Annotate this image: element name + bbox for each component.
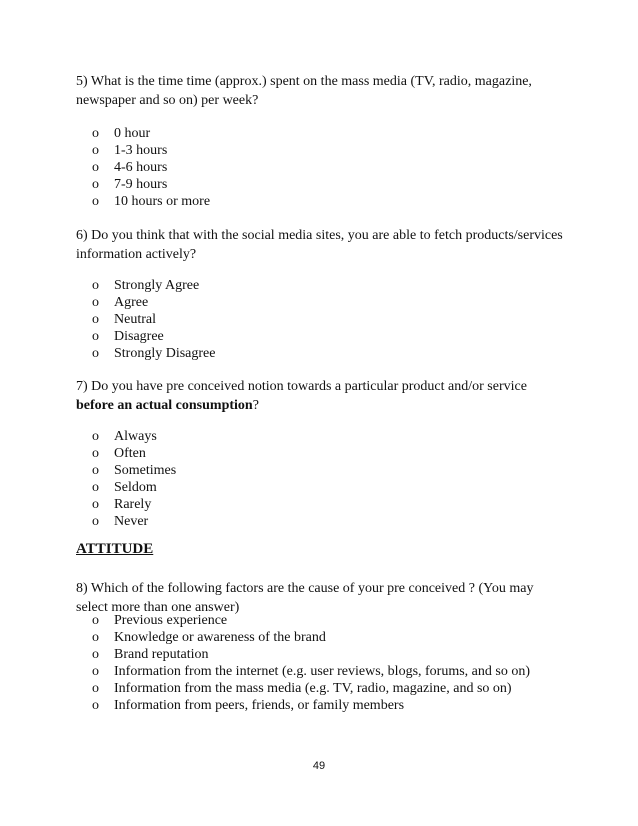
question-8-text: 8) Which of the following factors are the cause of your pre conceived ? (You may select more than one answer) [76, 581, 534, 615]
question-6-options [92, 277, 215, 362]
option-item [92, 612, 530, 629]
page-number: 49 [312, 760, 326, 772]
bullet-icon: o [92, 480, 99, 495]
option-label: Information from the mass media (e.g. TV, radio, magazine, and so on) [114, 681, 512, 696]
option-item [92, 193, 210, 210]
option-label: 10 hours or more [114, 194, 211, 209]
section-heading: ATTITUDE [76, 541, 154, 557]
question-6-text: 6) Do you think that with the social media sites, you are able to fetch products/services information actively? [76, 228, 563, 262]
bullet-icon: o [92, 143, 99, 158]
bullet-icon: o [92, 681, 99, 696]
bullet-icon: o [92, 613, 99, 628]
bullet-icon: o [92, 463, 99, 478]
bullet-icon: o [92, 630, 99, 645]
bullet-icon: o [92, 446, 99, 461]
bullet-icon: o [92, 160, 99, 175]
option-label: Sometimes [114, 463, 177, 478]
option-label: 4-6 hours [114, 160, 168, 175]
option-label: Always [114, 429, 157, 444]
question-5-options [92, 125, 210, 210]
option-item [92, 328, 215, 345]
question-7-text-main: 7) Do you have pre conceived notion towards a particular product and/or service [76, 379, 527, 394]
bullet-icon: o [92, 346, 99, 361]
option-item [92, 159, 210, 176]
option-item [92, 428, 176, 445]
bullet-icon: o [92, 664, 99, 679]
option-label: Strongly Agree [114, 278, 200, 293]
option-item [92, 513, 176, 530]
bullet-icon: o [92, 295, 99, 310]
option-label: Agree [114, 295, 149, 310]
bullet-icon: o [92, 329, 99, 344]
option-item [92, 680, 530, 697]
option-label: 1-3 hours [114, 143, 168, 158]
option-label: Never [114, 514, 149, 529]
option-label: Brand reputation [114, 647, 209, 662]
question-5-text: 5) What is the time time (approx.) spent on the mass media (TV, radio, magazine, newspaper and so on) per week? [76, 74, 532, 108]
option-item [92, 663, 530, 680]
option-item [92, 496, 176, 513]
option-item [92, 142, 210, 159]
option-label: Knowledge or awareness of the brand [114, 630, 326, 645]
option-label: Previous experience [114, 613, 228, 628]
bullet-icon: o [92, 177, 99, 192]
option-label: Often [114, 446, 146, 461]
bullet-icon: o [92, 514, 99, 529]
option-item [92, 125, 210, 142]
question-7-text-end: ? [252, 398, 259, 413]
option-label: Seldom [114, 480, 157, 495]
bullet-icon: o [92, 647, 99, 662]
option-item [92, 646, 530, 663]
option-item [92, 311, 215, 328]
option-item [92, 462, 176, 479]
question-7-options [92, 428, 176, 530]
bullet-icon: o [92, 429, 99, 444]
option-label: Information from the internet (e.g. user reviews, blogs, forums, and so on) [114, 664, 531, 679]
option-label: 7-9 hours [114, 177, 168, 192]
option-item [92, 629, 530, 646]
option-label: Neutral [114, 312, 156, 327]
option-item [92, 479, 176, 496]
question-8-options [92, 612, 530, 714]
option-label: Information from peers, friends, or family members [114, 698, 405, 713]
option-label: Rarely [114, 497, 152, 512]
option-item [92, 445, 176, 462]
bullet-icon: o [92, 312, 99, 327]
option-item [92, 176, 210, 193]
bullet-icon: o [92, 194, 99, 209]
bullet-icon: o [92, 126, 99, 141]
bullet-icon: o [92, 497, 99, 512]
question-7-text [76, 377, 566, 415]
question-7-emphasis: before an actual consumption [76, 398, 253, 413]
option-label: 0 hour [114, 126, 151, 141]
bullet-icon: o [92, 278, 99, 293]
option-label: Strongly Disagree [114, 346, 216, 361]
option-item [92, 697, 530, 714]
option-item [92, 294, 215, 311]
option-item [92, 277, 215, 294]
option-item [92, 345, 215, 362]
option-label: Disagree [114, 329, 164, 344]
bullet-icon: o [92, 698, 99, 713]
